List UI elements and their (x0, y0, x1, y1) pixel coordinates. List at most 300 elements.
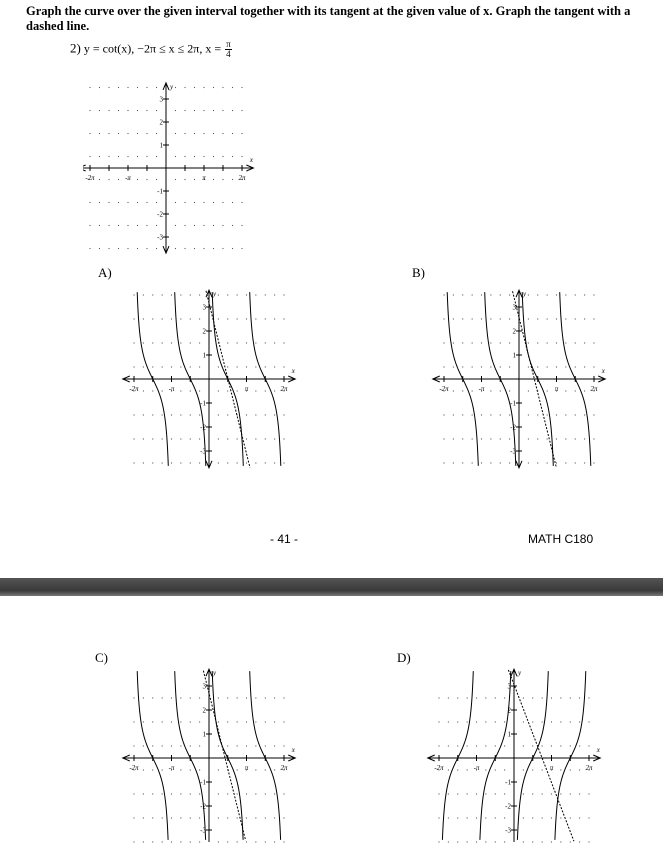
grid-dot (255, 817, 256, 818)
choice-c-label[interactable]: C) (95, 650, 108, 665)
grid-dot (162, 769, 163, 770)
grid-dot (255, 318, 256, 319)
grid-dot (283, 366, 284, 367)
grid-dot (222, 133, 223, 134)
grid-dot (162, 438, 163, 439)
grid-dot (560, 697, 561, 698)
grid-dot (523, 697, 524, 698)
grid-dot (143, 697, 144, 698)
grid-dot (457, 721, 458, 722)
grid-dot (137, 110, 138, 111)
grid-dot (283, 414, 284, 415)
grid-dot (184, 202, 185, 203)
grid-dot (485, 793, 486, 794)
grid-dot (274, 793, 275, 794)
grid-dot (472, 342, 473, 343)
x-tick-label: 2π (280, 764, 288, 772)
grid-dot (213, 179, 214, 180)
grid-dot (556, 462, 557, 463)
grid-dot (199, 793, 200, 794)
x-tick-label: π (244, 764, 249, 772)
grid-dot (537, 438, 538, 439)
grid-dot (584, 414, 585, 415)
grid-dot (180, 793, 181, 794)
problem-statement (70, 40, 232, 59)
y-tick-label: -2 (510, 423, 516, 432)
grid-dot (152, 366, 153, 367)
grid-dot (180, 769, 181, 770)
grid-dot (152, 817, 153, 818)
grid-dot (143, 841, 144, 842)
grid-dot (443, 366, 444, 367)
grid-dot (584, 342, 585, 343)
grid-dot (127, 156, 128, 157)
grid-dot (241, 87, 242, 88)
grid-dot (89, 248, 90, 249)
grid-dot (500, 390, 501, 391)
page-number: - 41 - (270, 532, 299, 546)
grid-dot (227, 697, 228, 698)
grid-dot (227, 462, 228, 463)
grid-dot (133, 366, 134, 367)
grid-dot (175, 110, 176, 111)
grid-dot (180, 438, 181, 439)
grid-dot (481, 342, 482, 343)
grid-dot (542, 793, 543, 794)
grid-dot (137, 248, 138, 249)
grid-dot (560, 817, 561, 818)
grid-dot (241, 248, 242, 249)
grid-dot (547, 390, 548, 391)
grid-dot (551, 745, 552, 746)
grid-dot (570, 745, 571, 746)
grid-dot (171, 841, 172, 842)
grid-dot (237, 793, 238, 794)
grid-dot (175, 156, 176, 157)
grid-dot (265, 841, 266, 842)
grid-dot (448, 841, 449, 842)
grid-dot (542, 697, 543, 698)
grid-dot (222, 202, 223, 203)
grid-dot (146, 179, 147, 180)
grid-dot (133, 414, 134, 415)
x-tick-label: π (554, 385, 559, 393)
grid-dot (108, 202, 109, 203)
page-divider (0, 578, 663, 596)
grid-dot (274, 294, 275, 295)
grid-dot (551, 697, 552, 698)
grid-dot (490, 342, 491, 343)
grid-dot (194, 133, 195, 134)
grid-dot (467, 745, 468, 746)
choice-d-label[interactable]: D) (397, 650, 411, 665)
grid-dot (143, 793, 144, 794)
grid-dot (133, 318, 134, 319)
grid-dot (255, 294, 256, 295)
grid-dot (99, 156, 100, 157)
grid-dot (547, 414, 548, 415)
grid-dot (108, 87, 109, 88)
grid-dot (218, 769, 219, 770)
grid-dot (133, 721, 134, 722)
grid-dot (162, 366, 163, 367)
choice-a-graph (110, 283, 320, 478)
grid-dot (203, 87, 204, 88)
y-tick-label: -3 (157, 233, 163, 242)
grid-dot (528, 318, 529, 319)
grid-dot (156, 156, 157, 157)
grid-dot (175, 87, 176, 88)
grid-dot (232, 133, 233, 134)
grid-dot (467, 721, 468, 722)
grid-dot (283, 318, 284, 319)
grid-dot (171, 342, 172, 343)
grid-dot (438, 721, 439, 722)
grid-dot (551, 721, 552, 722)
grid-dot (108, 248, 109, 249)
grid-dot (175, 202, 176, 203)
grid-dot (227, 721, 228, 722)
grid-dot (283, 745, 284, 746)
grid-dot (443, 318, 444, 319)
grid-dot (265, 390, 266, 391)
grid-dot (274, 390, 275, 391)
y-axis-label: y (213, 669, 217, 678)
grid-dot (89, 156, 90, 157)
grid-dot (528, 342, 529, 343)
grid-dot (565, 342, 566, 343)
grid-dot (162, 390, 163, 391)
grid-dot (143, 342, 144, 343)
grid-dot (232, 156, 233, 157)
grid-dot (184, 156, 185, 157)
grid-dot (532, 721, 533, 722)
grid-dot (184, 179, 185, 180)
grid-dot (246, 841, 247, 842)
grid-dot (190, 438, 191, 439)
grid-dot (146, 225, 147, 226)
grid-dot (190, 294, 191, 295)
grid-dot (255, 366, 256, 367)
grid-dot (509, 414, 510, 415)
y-tick-label: -3 (510, 447, 516, 456)
grid-dot (232, 179, 233, 180)
grid-dot (509, 438, 510, 439)
grid-dot (532, 793, 533, 794)
grid-dot (537, 318, 538, 319)
y-tick-label: 1 (202, 351, 206, 360)
grid-dot (143, 294, 144, 295)
grid-dot (584, 294, 585, 295)
grid-dot (265, 769, 266, 770)
grid-dot (99, 87, 100, 88)
grid-dot (274, 841, 275, 842)
grid-dot (509, 342, 510, 343)
grid-dot (509, 318, 510, 319)
grid-dot (89, 225, 90, 226)
grid-dot (453, 414, 454, 415)
y-tick-label: -1 (505, 778, 511, 787)
grid-dot (152, 318, 153, 319)
grid-dot (152, 745, 153, 746)
grid-dot (237, 721, 238, 722)
grid-dot (171, 366, 172, 367)
grid-dot (146, 202, 147, 203)
problem-number: 2) (70, 40, 81, 56)
grid-dot (537, 414, 538, 415)
grid-dot (108, 110, 109, 111)
grid-dot (274, 817, 275, 818)
grid-dot (89, 87, 90, 88)
grid-dot (448, 721, 449, 722)
grid-dot (575, 390, 576, 391)
grid-dot (274, 438, 275, 439)
grid-dot (265, 366, 266, 367)
x-axis-label: x (291, 367, 295, 375)
grid-dot (528, 414, 529, 415)
grid-dot (137, 225, 138, 226)
grid-dot (476, 793, 477, 794)
grid-dot (199, 462, 200, 463)
grid-dot (152, 721, 153, 722)
grid-dot (593, 294, 594, 295)
grid-dot (133, 793, 134, 794)
grid-dot (199, 294, 200, 295)
grid-dot (265, 793, 266, 794)
problem-interval: −2π ≤ x ≤ 2π, (137, 41, 203, 56)
grid-dot (448, 697, 449, 698)
grid-dot (588, 697, 589, 698)
grid-dot (575, 366, 576, 367)
grid-dot (485, 841, 486, 842)
grid-dot (184, 87, 185, 88)
grid-dot (500, 342, 501, 343)
grid-dot (175, 248, 176, 249)
grid-dot (199, 745, 200, 746)
grid-dot (133, 294, 134, 295)
grid-dot (213, 110, 214, 111)
grid-dot (171, 294, 172, 295)
grid-dot (175, 179, 176, 180)
grid-dot (255, 438, 256, 439)
grid-dot (547, 462, 548, 463)
grid-dot (438, 793, 439, 794)
grid-dot (118, 202, 119, 203)
grid-dot (255, 793, 256, 794)
x-tick-label: 2π (590, 385, 598, 393)
grid-dot (127, 110, 128, 111)
grid-dot (588, 793, 589, 794)
grid-dot (443, 462, 444, 463)
y-axis-label: y (523, 290, 527, 299)
grid-dot (171, 697, 172, 698)
grid-dot (255, 414, 256, 415)
grid-dot (222, 179, 223, 180)
grid-dot (146, 87, 147, 88)
grid-dot (232, 225, 233, 226)
grid-dot (237, 841, 238, 842)
grid-dot (213, 225, 214, 226)
grid-dot (203, 156, 204, 157)
grid-dot (265, 318, 266, 319)
x-tick-label: π (202, 174, 206, 182)
grid-dot (255, 745, 256, 746)
grid-dot (246, 414, 247, 415)
grid-dot (218, 697, 219, 698)
grid-dot (523, 817, 524, 818)
grid-dot (570, 817, 571, 818)
y-axis-label: y (213, 290, 217, 299)
grid-dot (156, 87, 157, 88)
grid-dot (283, 438, 284, 439)
grid-dot (152, 793, 153, 794)
y-tick-label: -3 (505, 826, 511, 835)
grid-dot (137, 202, 138, 203)
y-tick-label: 3 (202, 682, 206, 691)
grid-dot (438, 841, 439, 842)
grid-dot (246, 294, 247, 295)
grid-dot (495, 793, 496, 794)
grid-dot (462, 342, 463, 343)
grid-dot (556, 342, 557, 343)
grid-dot (213, 87, 214, 88)
x-tick-label: -π (125, 174, 131, 182)
grid-dot (218, 414, 219, 415)
grid-dot (194, 110, 195, 111)
problem-equation: y = cot(x), (83, 41, 135, 56)
grid-dot (542, 817, 543, 818)
grid-dot (180, 462, 181, 463)
y-tick-label: 3 (507, 682, 511, 691)
grid-dot (588, 721, 589, 722)
grid-dot (509, 366, 510, 367)
x-tick-label: -2π (85, 174, 95, 182)
grid-dot (485, 769, 486, 770)
grid-dot (283, 342, 284, 343)
y-tick-label: -1 (157, 187, 163, 196)
x-axis-label: x (596, 746, 600, 754)
y-tick-label: 1 (512, 351, 516, 360)
grid-dot (227, 318, 228, 319)
choice-b-label[interactable]: B) (412, 265, 425, 280)
grid-dot (184, 133, 185, 134)
grid-dot (237, 318, 238, 319)
grid-dot (467, 697, 468, 698)
grid-dot (453, 462, 454, 463)
grid-dot (274, 318, 275, 319)
grid-dot (246, 817, 247, 818)
grid-dot (137, 156, 138, 157)
grid-dot (575, 342, 576, 343)
grid-dot (152, 294, 153, 295)
x-tick-label: -π (168, 764, 175, 772)
tangent-line-dashed (203, 671, 245, 841)
x-tick-label: -π (478, 385, 485, 393)
x-tick-label: -2π (439, 385, 449, 393)
grid-dot (162, 318, 163, 319)
grid-dot (274, 414, 275, 415)
grid-dot (593, 462, 594, 463)
grid-dot (265, 745, 266, 746)
grid-dot (127, 87, 128, 88)
grid-dot (152, 438, 153, 439)
grid-dot (118, 179, 119, 180)
grid-dot (283, 697, 284, 698)
grid-dot (162, 841, 163, 842)
grid-dot (227, 793, 228, 794)
grid-dot (99, 225, 100, 226)
grid-dot (528, 438, 529, 439)
grid-dot (472, 390, 473, 391)
grid-dot (532, 769, 533, 770)
grid-dot (588, 745, 589, 746)
grid-dot (180, 318, 181, 319)
x-tick-label: 2π (238, 174, 246, 182)
grid-dot (528, 294, 529, 295)
grid-dot (162, 745, 163, 746)
grid-dot (190, 462, 191, 463)
grid-dot (156, 179, 157, 180)
grid-dot (146, 133, 147, 134)
grid-dot (255, 769, 256, 770)
grid-dot (438, 697, 439, 698)
grid-dot (241, 156, 242, 157)
grid-dot (218, 390, 219, 391)
grid-dot (162, 462, 163, 463)
grid-dot (184, 110, 185, 111)
grid-dot (190, 697, 191, 698)
grid-dot (579, 745, 580, 746)
grid-dot (232, 248, 233, 249)
grid-dot (547, 438, 548, 439)
choice-a-label[interactable]: A) (98, 265, 112, 280)
grid-dot (146, 156, 147, 157)
grid-dot (584, 462, 585, 463)
grid-dot (227, 294, 228, 295)
grid-dot (438, 817, 439, 818)
grid-dot (443, 438, 444, 439)
choice-b-graph (420, 283, 630, 478)
grid-dot (457, 793, 458, 794)
grid-dot (457, 817, 458, 818)
grid-dot (246, 793, 247, 794)
grid-dot (152, 390, 153, 391)
grid-dot (232, 110, 233, 111)
grid-dot (532, 817, 533, 818)
grid-dot (156, 202, 157, 203)
grid-dot (213, 248, 214, 249)
grid-dot (528, 366, 529, 367)
grid-dot (218, 318, 219, 319)
grid-dot (504, 769, 505, 770)
y-tick-label: -1 (510, 399, 516, 408)
grid-dot (255, 462, 256, 463)
grid-dot (237, 366, 238, 367)
grid-dot (218, 438, 219, 439)
course-name: MATH C180 (528, 532, 594, 546)
grid-dot (237, 817, 238, 818)
grid-dot (542, 769, 543, 770)
grid-dot (137, 133, 138, 134)
grid-dot (232, 202, 233, 203)
grid-dot (218, 294, 219, 295)
grid-dot (199, 414, 200, 415)
y-tick-label: -2 (157, 210, 163, 219)
grid-dot (528, 390, 529, 391)
grid-dot (127, 133, 128, 134)
grid-dot (575, 294, 576, 295)
grid-dot (156, 248, 157, 249)
